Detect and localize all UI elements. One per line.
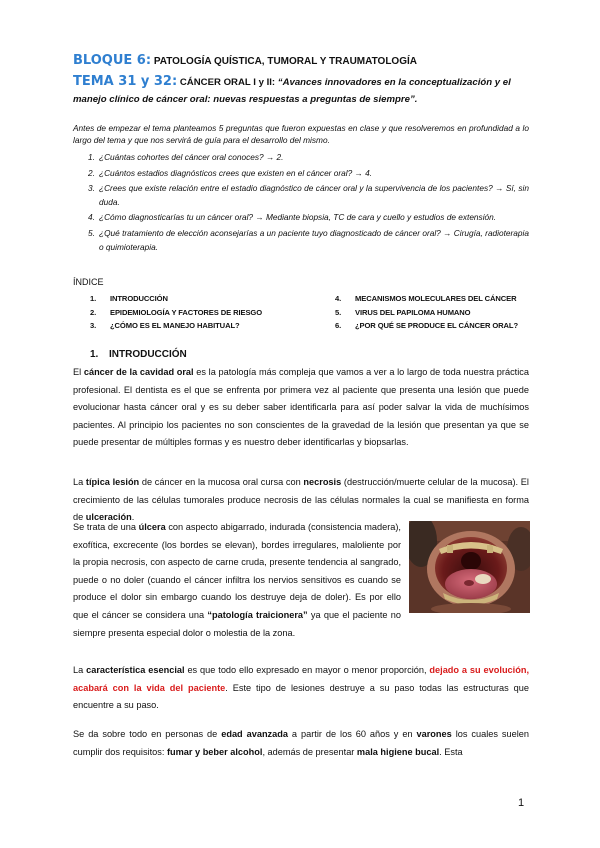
- bold-term: típica lesión: [85, 477, 140, 487]
- text-run: . Esta: [439, 746, 463, 757]
- paragraph-essential: [73, 662, 529, 715]
- index-item-number: 5.: [335, 308, 342, 317]
- bold-term: mala higiene bucal: [356, 746, 440, 757]
- topic-heading: [73, 73, 533, 108]
- block-heading: [73, 53, 417, 68]
- section-number: 1.: [90, 349, 99, 360]
- section-title: INTRODUCCIÓN: [109, 349, 187, 360]
- question-number: 1.: [88, 152, 95, 162]
- text-run: . Este tipo de lesiones destruye a su paso todas las estructuras que encuentre a su paso.: [73, 682, 529, 711]
- bold-term: úlcera: [138, 522, 166, 532]
- text-run: La: [73, 477, 86, 487]
- oral-cancer-photo: [409, 521, 530, 613]
- question-item: [73, 227, 529, 254]
- text-run: a partir de los 60 años y en: [287, 729, 417, 739]
- text-run: es la patología más compleja que vamos a ver a lo largo de toda nuestra práctica profesional. El dentista es el que se enfrenta por primera vez al paciente que presenta una lesión que puede evolucionar hasta cáncer oral y es su deber saber identificarla para así poder salvar la vida de muchísimos pacientes. Al principio los pacientes no son conscientes de la gravedad de la lesión que presentan ya que se puede presentar de múltiples formas y es nuestro deber identificarlas y biopsarlas.: [73, 367, 529, 448]
- index-item[interactable]: [90, 308, 262, 317]
- index-item-number: 3.: [90, 321, 97, 330]
- topic-title: CÁNCER ORAL I y II:: [179, 77, 276, 88]
- text-run: , además de presentar: [262, 746, 357, 757]
- text-run: El: [73, 367, 84, 377]
- bold-term: edad avanzada: [221, 729, 288, 739]
- bold-term: varones: [416, 729, 452, 739]
- red-highlight: dejado a su evolución, acabará con la vida del paciente: [73, 665, 529, 693]
- text-run: con aspecto abigarrado, indurada (consistencia madera), exofítica, excrecente (los bordes se elevan), bordes irregulares, maloliente por la propia necrosis, con aspecto de carne cruda, presente tendencia al sangrado, puede o no doler (cuando el cáncer infiltra los nervios sensitivos es cuando se produce el dolor sin embargo cuando los destruye deja de doler). Es por ello que el cáncer se considera una: [73, 522, 401, 620]
- text-run: de cáncer en la mucosa oral cursa con: [139, 477, 304, 487]
- question-item: [73, 182, 529, 209]
- index-title: ÍNDICE: [73, 277, 104, 287]
- question-text: ¿Cómo diagnosticarías tu un cáncer oral? → Mediante biopsia, TC de cara y cuello y estudios de extensión.: [99, 212, 497, 223]
- question-text: ¿Cuántos estadios diagnósticos crees que existen en el cáncer oral? → 4.: [99, 167, 373, 178]
- question-item: [73, 167, 529, 181]
- index-item[interactable]: [335, 321, 518, 330]
- question-text: ¿Qué tratamiento de elección aconsejarías a un paciente tuyo diagnosticado de cáncer oral? → Cirugía, radioterapia o quimioterapia.: [99, 227, 529, 252]
- paragraph-intro: [73, 364, 529, 452]
- index-item-label: ¿POR QUÉ SE PRODUCE EL CÁNCER ORAL?: [355, 321, 519, 330]
- paragraph-ulcer: [73, 519, 401, 642]
- text-run: .: [131, 512, 135, 523]
- section-heading: [90, 349, 187, 360]
- question-number: 4.: [88, 212, 95, 223]
- index-item-number: 6.: [335, 321, 342, 330]
- oral-cavity-photo-drawing: [409, 521, 530, 613]
- bold-term: ulceración: [85, 512, 132, 523]
- bold-term: cáncer de la cavidad oral: [83, 367, 194, 377]
- index-item-label: EPIDEMIOLOGÍA Y FACTORES DE RIESGO: [110, 308, 263, 317]
- text-run: La: [73, 665, 87, 675]
- text-run: los cuales suelen cumplir dos requisitos:: [73, 729, 529, 757]
- index-item-number: 2.: [90, 308, 97, 317]
- index-item-number: 1.: [90, 294, 97, 303]
- question-number: 2.: [88, 167, 95, 178]
- block-title: PATOLOGÍA QUÍSTICA, TUMORAL Y TRAUMATOLOGÍA: [153, 56, 417, 67]
- index-item-label: INTRODUCCIÓN: [110, 294, 168, 303]
- index-item-label: MECANISMOS MOLECULARES DEL CÁNCER: [355, 294, 517, 303]
- index-item[interactable]: [335, 308, 471, 317]
- bold-term: necrosis: [303, 477, 342, 487]
- index-item[interactable]: [90, 321, 240, 330]
- index-item-number: 4.: [335, 294, 342, 303]
- question-item: [73, 151, 529, 165]
- index-item[interactable]: [335, 294, 517, 303]
- bold-term: característica esencial: [86, 665, 185, 675]
- index-item-label: ¿CÓMO ES EL MANEJO HABITUAL?: [110, 321, 240, 330]
- question-item: [73, 211, 529, 225]
- questions-list: [73, 151, 529, 256]
- index-item[interactable]: [90, 294, 168, 303]
- page-number: 1: [518, 797, 525, 809]
- text-run: (destrucción/muerte celular de la mucosa). El crecimiento de las células tumorales produce necrosis de las células normales la cual se manifiesta en forma de: [73, 477, 529, 523]
- question-number: 5.: [88, 227, 95, 238]
- bold-term: fumar y beber alcohol: [166, 746, 263, 757]
- question-number: 3.: [88, 183, 95, 194]
- question-text: ¿Cuántas cohortes del cáncer oral conoces? → 2.: [99, 152, 284, 162]
- bold-term: “patología traicionera”: [207, 609, 308, 620]
- topic-subtitle: “Avances innovadores en la conceptualización y el manejo clínico de cáncer oral: nuevas respuestas a preguntas de siempre”.: [73, 77, 511, 105]
- index-item-label: VIRUS DEL PAPILOMA HUMANO: [355, 308, 471, 317]
- text-run: ya que el paciente no siempre presenta especial dolor o molestia de la zona.: [73, 609, 401, 638]
- block-label: BLOQUE 6:: [73, 53, 152, 68]
- question-text: ¿Crees que existe relación entre el estadio diagnóstico de cáncer oral y la supervivencia de los pacientes? → Sí, sin duda.: [99, 183, 529, 207]
- text-run: Se da sobre todo en personas de: [73, 729, 222, 739]
- text-run: es que todo ello expresado en mayor o menor proporción,: [184, 665, 430, 675]
- paragraph-epidemiology: [73, 726, 529, 761]
- intro-paragraph: Antes de empezar el tema planteamos 5 preguntas que fueron expuestas en clase y que resolveremos en profundidad a lo largo del tema y que nos servirá de guía para el desarrollo del mismo.: [73, 123, 529, 145]
- topic-label: TEMA 31 y 32:: [73, 74, 178, 89]
- text-run: Se trata de una: [73, 522, 139, 532]
